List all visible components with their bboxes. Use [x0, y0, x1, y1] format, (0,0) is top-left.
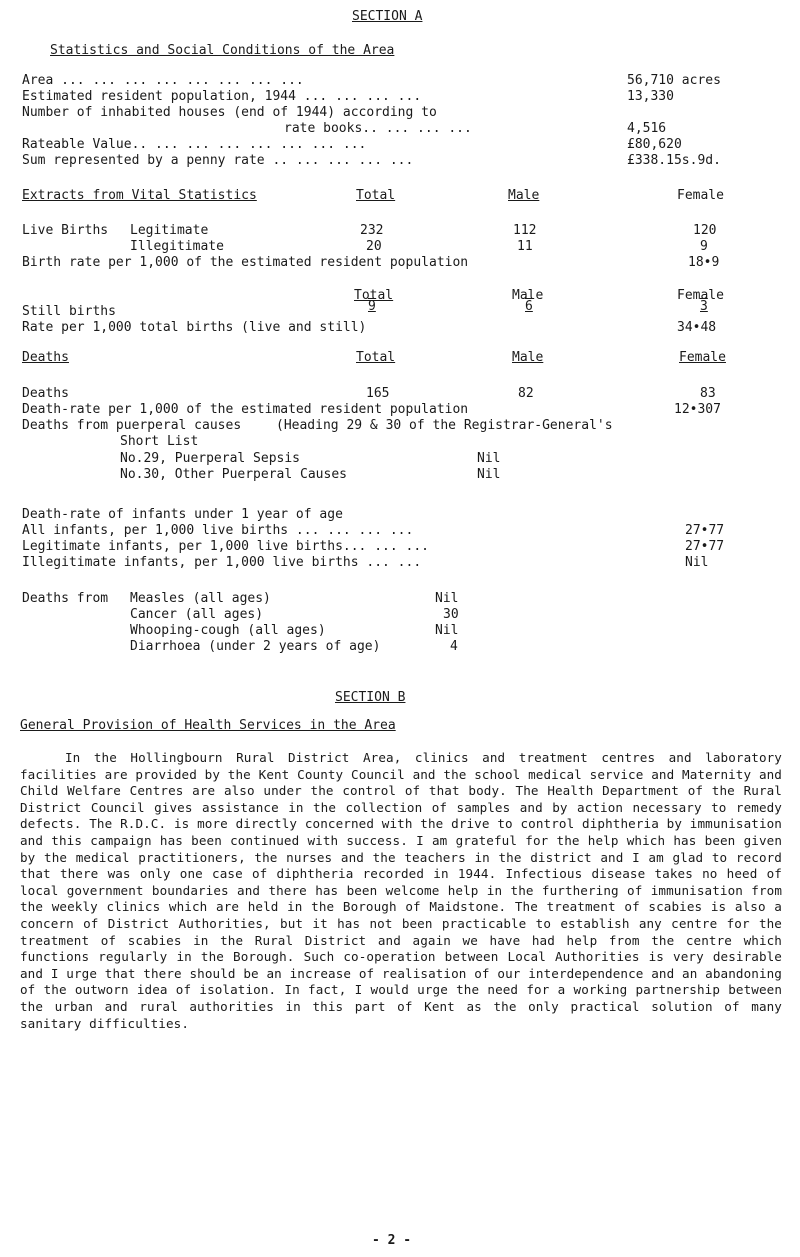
deaths-from-row-value: 4 — [450, 639, 458, 654]
area-row-value: 13,330 — [627, 89, 674, 104]
section-b-subheading: General Provision of Health Services in the Area — [20, 718, 396, 733]
no30-label: No.30, Other Puerperal Causes — [120, 467, 347, 482]
area-row-label: rate books.. ... ... ... — [284, 121, 472, 136]
deaths-from-row-value: Nil — [435, 591, 459, 606]
still-births-label: Still births — [22, 304, 116, 319]
infant-row-label: Illegitimate infants, per 1,000 live births ... ... — [22, 555, 422, 570]
no29-label: No.29, Puerperal Sepsis — [120, 451, 301, 466]
deaths-from-row-value: Nil — [435, 623, 459, 638]
area-row-value: £80,620 — [627, 137, 682, 152]
deaths-col-total: Total — [356, 350, 396, 365]
infant-row-label: All infants, per 1,000 live births ... ... ... ... — [22, 523, 414, 538]
illegitimate-male: 11 — [517, 239, 533, 254]
area-row-label: Rateable Value.. ... ... ... ... ... ... ... — [22, 137, 367, 152]
legitimate-female: 120 — [693, 223, 717, 238]
birth-rate-value: 18•9 — [688, 255, 720, 270]
section-b-paragraph: In the Hollingbourn Rural District Area, clinics and treatment centres and laboratory facilities are provided by the Kent County Council and the school medical service and Maternity and Child Welfare Centres are also under the control of that body. The Health Department of the Rural District Council gives assistance in the collection of samples and by action necessary to remedy defects. The R.D.C. is more directly concerned with the drive to control diphtheria by immunisation and this campaign has been continued with success. I am grateful for the help which has been given by the medical practitioners, the nurses and the teachers in the district and I am glad to record that there was only one case of diphtheria recorded in 1944. Infectious disease takes no heed of local government boundaries and there has been welcome help in the furthering of immunisation from the weekly clinics which are held in the Borough of Maidstone. The treatment of scabies is also a concern of District Authorities, but it has not been practicable to establish any centre for the treatment of scabies in the Rural District and again we have had help from the centre which functions regularly in the Borough. Such co-operation between Local Authorities is very desirable and I urge that there should be an increase of realisation of our interdependence and an abandoning of the outworn idea of isolation. In fact, I would urge the need for a working partnership between the urban and rural authorities in this part of Kent as the only practical solution of many sanitary difficulties. — [20, 750, 782, 1031]
deaths-from-row-label: Whooping-cough (all ages) — [130, 623, 326, 638]
legitimate-total: 232 — [360, 223, 384, 238]
birth-rate-label: Birth rate per 1,000 of the estimated resident population — [22, 255, 469, 270]
col-male-header: Male — [508, 188, 540, 203]
deaths-from-row-label: Measles (all ages) — [130, 591, 271, 606]
deaths-from-row-label: Diarrhoea (under 2 years of age) — [130, 639, 381, 654]
legitimate-label: Legitimate — [130, 223, 209, 238]
still-col-total: Total — [354, 288, 394, 303]
area-row-label: Sum represented by a penny rate .. ... ... ... ... — [22, 153, 414, 168]
deaths-label: Deaths — [22, 386, 69, 401]
still-col-female: Female — [677, 288, 724, 303]
deaths-from-label: Deaths from — [22, 591, 109, 606]
area-row-label: Estimated resident population, 1944 ... ... ... ... — [22, 89, 422, 104]
illegitimate-label: Illegitimate — [130, 239, 224, 254]
still-births-male: 6 — [525, 299, 533, 314]
no30-value: Nil — [477, 467, 501, 482]
deaths-col-male: Male — [512, 350, 544, 365]
death-rate-value: 12•307 — [674, 402, 721, 417]
short-list-label: Short List — [120, 434, 199, 449]
infant-row-value: 27•77 — [685, 523, 725, 538]
vital-stats-title: Extracts from Vital Statistics — [22, 188, 257, 203]
deaths-female: 83 — [700, 386, 716, 401]
still-births-female: 3 — [700, 299, 708, 314]
section-a-heading: SECTION A — [352, 9, 423, 24]
infant-deathrate-title: Death-rate of infants under 1 year of age — [22, 507, 343, 522]
still-col-male: Male — [512, 288, 544, 303]
deaths-male: 82 — [518, 386, 534, 401]
no29-value: Nil — [477, 451, 501, 466]
area-row-value: £338.15s.9d. — [627, 153, 721, 168]
infant-row-value: 27•77 — [685, 539, 725, 554]
infant-row-value: Nil — [685, 555, 709, 570]
puerperal-heading: (Heading 29 & 30 of the Registrar-General's — [276, 418, 613, 433]
area-row-label: Area ... ... ... ... ... ... ... ... — [22, 73, 304, 88]
page-number: - 2 - — [372, 1233, 412, 1248]
col-female-header: Female — [677, 188, 724, 203]
area-row-label: Number of inhabited houses (end of 1944) according to — [22, 105, 437, 120]
section-b-heading: SECTION B — [335, 690, 406, 705]
still-rate-label: Rate per 1,000 total births (live and still) — [22, 320, 367, 335]
live-births-label: Live Births — [22, 223, 109, 238]
infant-row-label: Legitimate infants, per 1,000 live births... ... ... — [22, 539, 429, 554]
deaths-from-row-label: Cancer (all ages) — [130, 607, 264, 622]
illegitimate-total: 20 — [366, 239, 382, 254]
still-births-total: 9 — [368, 299, 376, 314]
col-total-header: Total — [356, 188, 396, 203]
section-a-subheading: Statistics and Social Conditions of the Area — [50, 43, 395, 58]
puerperal-label: Deaths from puerperal causes — [22, 418, 242, 433]
area-row-value: 56,710 acres — [627, 73, 721, 88]
still-rate-value: 34•48 — [677, 320, 717, 335]
legitimate-male: 112 — [513, 223, 537, 238]
deaths-col-female: Female — [679, 350, 726, 365]
deaths-from-row-value: 30 — [443, 607, 459, 622]
area-row-value: 4,516 — [627, 121, 667, 136]
death-rate-label: Death-rate per 1,000 of the estimated resident population — [22, 402, 469, 417]
deaths-title: Deaths — [22, 350, 69, 365]
deaths-total: 165 — [366, 386, 390, 401]
illegitimate-female: 9 — [700, 239, 708, 254]
